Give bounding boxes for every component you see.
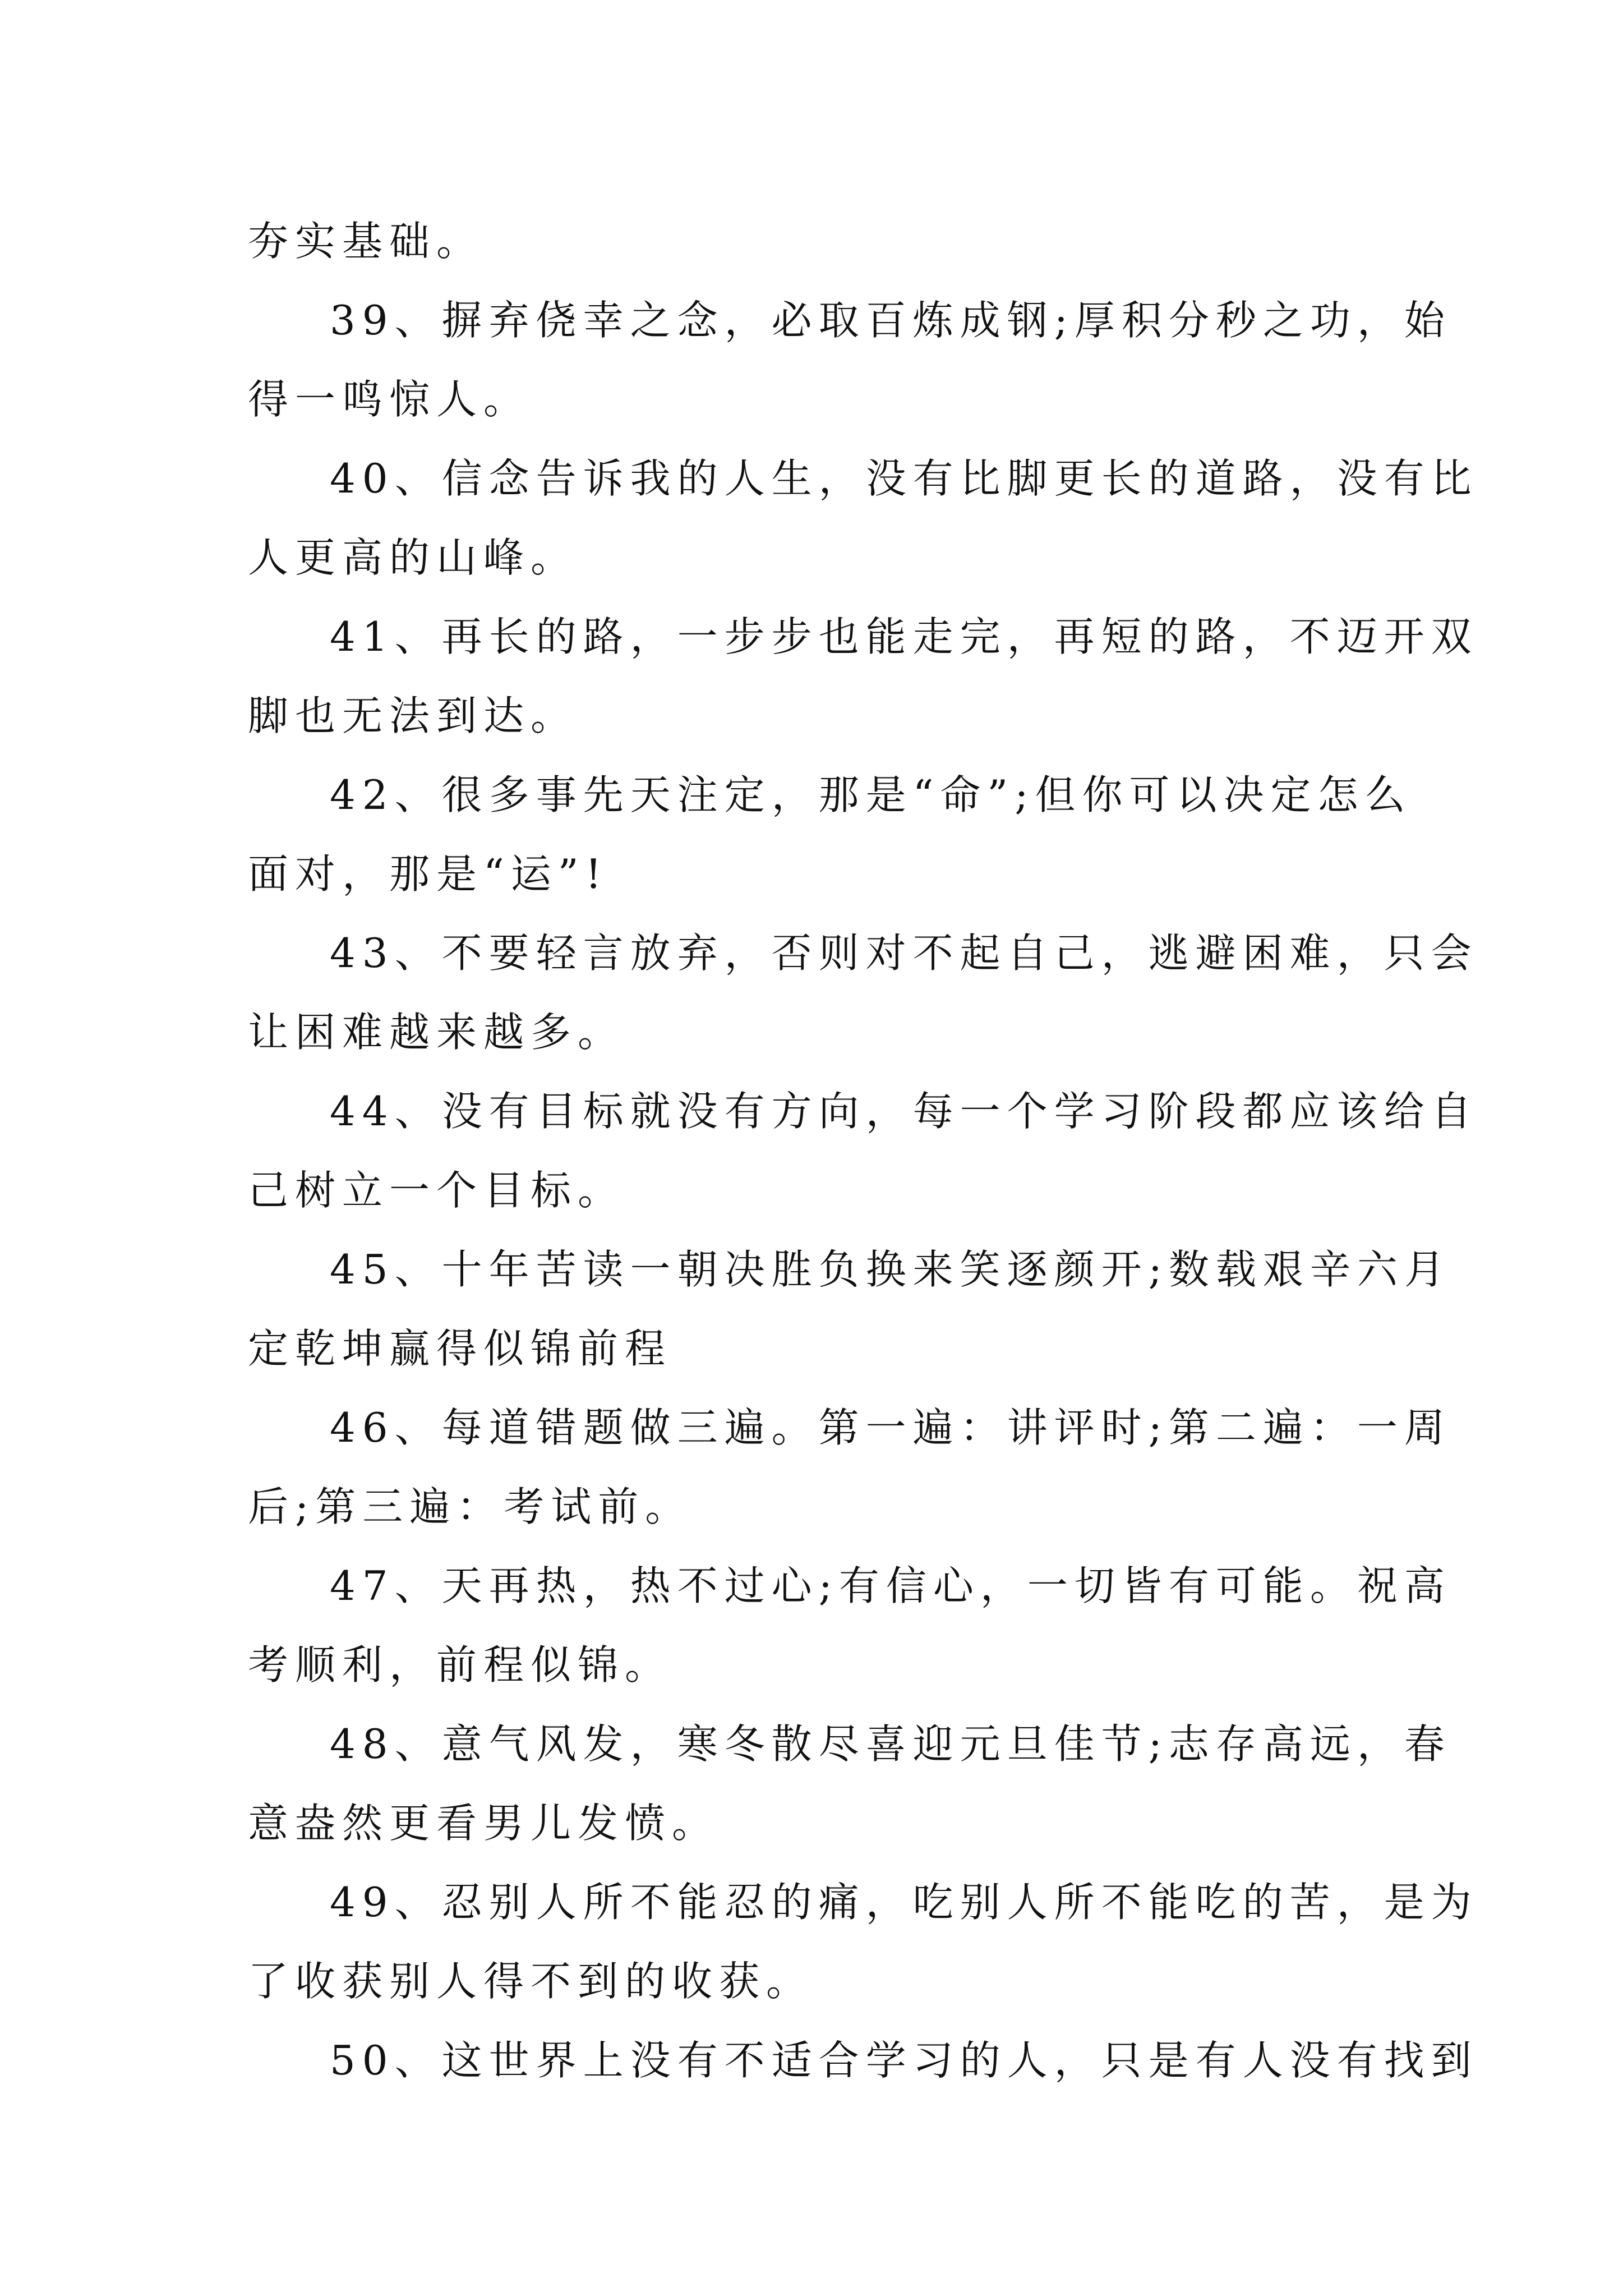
text-line: 39、摒弃侥幸之念，必取百炼成钢;厚积分秒之功，始 [330,297,1451,344]
text-line: 面对，那是“运”! [248,850,608,898]
text-line: 50、这世界上没有不适合学习的人，只是有人没有找到 [330,2037,1478,2084]
text-line: 得一鸣惊人。 [248,376,531,423]
text-line: 己树立一个目标。 [248,1167,625,1214]
text-line: 41、再长的路，一步步也能走完，再短的路，不迈开双 [330,613,1478,660]
text-line: 人更高的山峰。 [248,534,578,581]
text-line: 46、每道错题做三遍。第一遍：讲评时;第二遍：一周 [330,1404,1451,1451]
text-line: 49、忍别人所不能忍的痛，吃别人所不能吃的苦，是为 [330,1879,1478,1926]
text-line: 42、很多事先天注定，那是“命”;但你可以决定怎么 [330,771,1412,818]
document-body [248,202,1478,2100]
text-line: 夯实基础。 [248,218,484,265]
text-line: 脚也无法到达。 [248,692,578,739]
text-line: 让困难越来越多。 [248,1009,625,1056]
text-line: 意盎然更看男儿发愤。 [248,1800,720,1847]
text-line: 40、信念告诉我的人生，没有比脚更长的道路，没有比 [330,455,1478,502]
text-line: 考顺利，前程似锦。 [248,1641,672,1688]
text-line: 了收获别人得不到的收获。 [248,1958,814,2005]
text-line: 48、意气风发，寒冬散尽喜迎元旦佳节;志存高远，春 [330,1720,1451,1768]
text-line: 43、不要轻言放弃，否则对不起自己，逃避困难，只会 [330,930,1478,977]
text-line: 47、天再热，热不过心;有信心，一切皆有可能。祝高 [330,1562,1451,1609]
text-line: 44、没有目标就没有方向，每一个学习阶段都应该给自 [330,1088,1478,1135]
text-line: 45、十年苦读一朝决胜负换来笑逐颜开;数载艰辛六月 [330,1246,1451,1293]
text-line: 后;第三遍：考试前。 [248,1483,693,1530]
text-line: 定乾坤赢得似锦前程 [248,1325,672,1372]
